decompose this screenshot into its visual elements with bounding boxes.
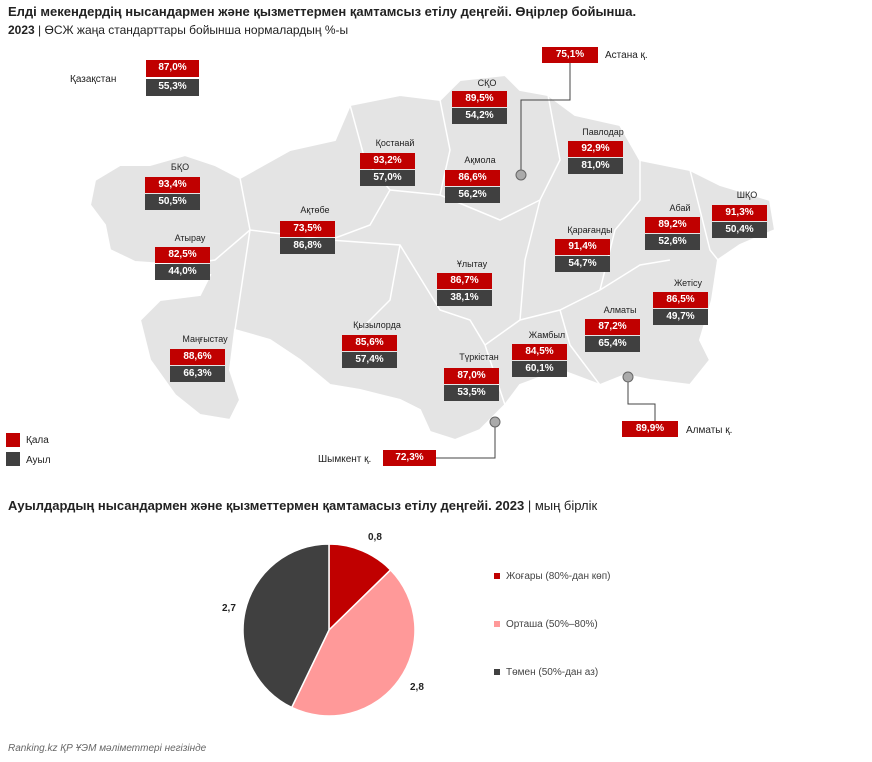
region-city-value: 73,5%: [280, 221, 335, 237]
kazakhstan-city-value: 87,0%: [146, 60, 199, 77]
legend-dot-mid: [494, 621, 500, 627]
region-rural-value: 44,0%: [155, 264, 210, 280]
region-city-value: 86,6%: [445, 170, 500, 186]
region-city-value: 82,5%: [155, 247, 210, 263]
page-title: Елді мекендердің нысандармен және қызметтермен қамтамсыз етілу деңгейі. Өңірлер бойынша.: [8, 4, 637, 19]
pie-label-high: 0,8: [368, 532, 382, 543]
region-city-value: 84,5%: [512, 344, 567, 360]
region-name: Атырау: [174, 233, 206, 243]
region-rural-value: 57,4%: [342, 352, 397, 368]
region-rural-value: 38,1%: [437, 290, 492, 306]
region-name: Алматы: [603, 305, 637, 315]
region-name: БҚО: [170, 162, 190, 172]
region-name: Абай: [669, 203, 691, 213]
region-rural-value: 57,0%: [360, 170, 415, 186]
pie-title: Ауылдардың нысандармен және қызметтермен қамтамасыз етілу деңгейі. 2023: [8, 498, 525, 513]
pie-legend-mid-label: Орташа (50%–80%): [506, 619, 598, 630]
region-city-value: 93,4%: [145, 177, 200, 193]
region-city-value: 91,4%: [555, 239, 610, 255]
region-name: Қостанай: [375, 138, 415, 148]
shymkent-label: Шымкент қ.: [318, 454, 372, 465]
region-city-value: 89,5%: [452, 91, 507, 107]
region-name: СҚО: [477, 78, 497, 88]
legend-dot-high: [494, 573, 500, 579]
region-rural-value: 50,4%: [712, 222, 767, 238]
pie-legend-low: [494, 667, 598, 678]
region-rural-value: 56,2%: [445, 187, 500, 203]
region-city-value: 86,5%: [653, 292, 708, 308]
region-city-value: 91,3%: [712, 205, 767, 221]
region-city-value: 92,9%: [568, 141, 623, 157]
region-city-value: 87,0%: [444, 368, 499, 384]
region-city-value: 89,2%: [645, 217, 700, 233]
region-rural-value: 86,8%: [280, 238, 335, 254]
region-name: Қарағанды: [567, 225, 613, 235]
region-name: Ақмола: [464, 155, 496, 165]
region-city-value: 87,2%: [585, 319, 640, 335]
region-name: Маңғыстау: [182, 334, 228, 344]
region-name: Жамбыл: [528, 330, 566, 340]
region-rural-value: 81,0%: [568, 158, 623, 174]
legend-rural-label: Ауыл: [26, 455, 51, 466]
pie-unit: | мың бірлік: [527, 498, 598, 513]
subtitle-year: 2023: [8, 23, 35, 37]
pie-label-low: 2,7: [222, 603, 236, 614]
region-rural-value: 60,1%: [512, 361, 567, 377]
astana-label: Астана қ.: [605, 50, 648, 61]
kazakhstan-label: Қазақстан: [70, 74, 117, 85]
kazakhstan-rural-value: 55,3%: [146, 79, 199, 96]
region-city-value: 88,6%: [170, 349, 225, 365]
almaty-city-value: 89,9%: [622, 421, 678, 437]
pie-legend-low-label: Төмен (50%-дан аз): [506, 667, 599, 678]
region-city-value: 93,2%: [360, 153, 415, 169]
region-rural-value: 52,6%: [645, 234, 700, 250]
region-rural-value: 54,7%: [555, 256, 610, 272]
astana-value: 75,1%: [542, 47, 598, 63]
legend-city-label: Қала: [26, 435, 49, 446]
pie-legend-mid: [494, 619, 598, 630]
subtitle-text: | ӨСЖ жаңа стандарттары бойынша нормалардың %-ы: [38, 23, 349, 37]
pie-legend-high-label: Жоғары (80%-дан көп): [506, 571, 611, 582]
region-rural-value: 66,3%: [170, 366, 225, 382]
almaty-city-label: Алматы қ.: [686, 425, 733, 436]
region-name: Түркістан: [459, 352, 499, 362]
region-name: ШҚО: [736, 190, 758, 200]
region-rural-value: 65,4%: [585, 336, 640, 352]
region-name: Ақтөбе: [300, 205, 330, 215]
legend-dot-low: [494, 669, 500, 675]
pie-legend-high: [494, 571, 610, 582]
source-footer: Ranking.kz ҚР ҰЭМ мәліметтері негізінде: [8, 743, 207, 754]
pie-label-mid: 2,8: [410, 682, 424, 693]
shymkent-value: 72,3%: [383, 450, 436, 466]
region-rural-value: 53,5%: [444, 385, 499, 401]
region-name: Ұлытау: [456, 259, 488, 269]
region-name: Павлодар: [582, 127, 624, 137]
region-rural-value: 54,2%: [452, 108, 507, 124]
region-name: Қызылорда: [353, 320, 401, 330]
region-city-value: 86,7%: [437, 273, 492, 289]
region-city-value: 85,6%: [342, 335, 397, 351]
region-name: Жетісу: [673, 278, 703, 288]
region-rural-value: 49,7%: [653, 309, 708, 325]
region-rural-value: 50,5%: [145, 194, 200, 210]
